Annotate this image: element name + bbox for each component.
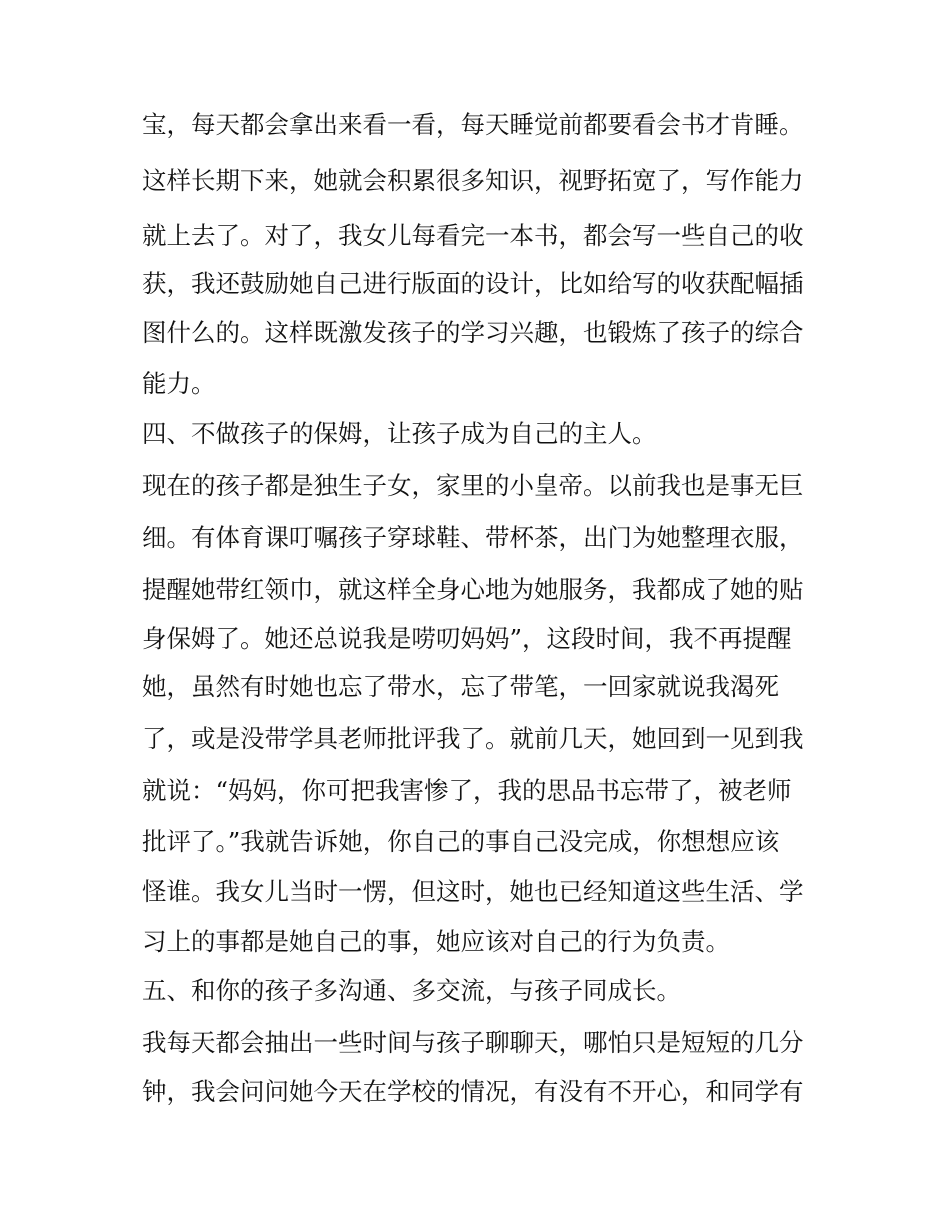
text-line-19: 我每天都会抽出一些时间与孩子聊聊天，哪怕只是短短的几分: [142, 1028, 804, 1057]
text-line-5: 图什么的。这样既激发孩子的学习兴趣，也锻炼了孩子的综合: [142, 318, 804, 347]
text-line-10: 提醒她带红领巾，就这样全身心地为她服务，我都成了她的贴: [142, 575, 804, 604]
text-line-14: 就说：“妈妈，你可把我害惨了，我的思品书忘带了，被老师: [142, 776, 792, 805]
section-heading-5: 五、和你的孩子多沟通、多交流，与孩子同成长。: [142, 976, 681, 1005]
text-line-9: 细。有体育课叮嘱孩子穿球鞋、带杯茶，出门为她整理衣服，: [142, 523, 804, 552]
section-heading-4: 四、不做孩子的保姆，让孩子成为自己的主人。: [142, 419, 657, 448]
text-line-13: 了，或是没带学具老师批评我了。就前几天，她回到一见到我: [142, 724, 804, 753]
text-line-8: 现在的孩子都是独生子女，家里的小皇帝。以前我也是事无巨: [142, 471, 804, 500]
text-line-15: 批评了。”我就告诉她，你自己的事自己没完成，你想想应该: [142, 827, 780, 856]
text-line-11: 身保姆了。她还总说我是唠叨妈妈”，这段时间，我不再提醒: [142, 624, 792, 653]
text-line-3: 就上去了。对了，我女儿每看完一本书，都会写一些自己的收: [142, 221, 804, 250]
text-line-12: 她，虽然有时她也忘了带水，忘了带笔，一回家就说我渴死: [142, 672, 779, 701]
text-line-1: 宝，每天都会拿出来看一看，每天睡觉前都要看会书才肯睡。: [142, 110, 804, 139]
text-line-16: 怪谁。我女儿当时一愣，但这时，她也已经知道这些生活、学: [142, 877, 804, 906]
text-line-2: 这样长期下来，她就会积累很多知识，视野拓宽了，写作能力: [142, 166, 804, 195]
text-line-4: 获，我还鼓励她自己进行版面的设计，比如给写的收获配幅插: [142, 269, 804, 298]
text-line-20: 钟，我会问问她今天在学校的情况，有没有不开心，和同学有: [142, 1077, 804, 1106]
text-line-17: 习上的事都是她自己的事，她应该对自己的行为负责。: [142, 927, 730, 956]
text-line-6: 能力。: [142, 369, 216, 398]
